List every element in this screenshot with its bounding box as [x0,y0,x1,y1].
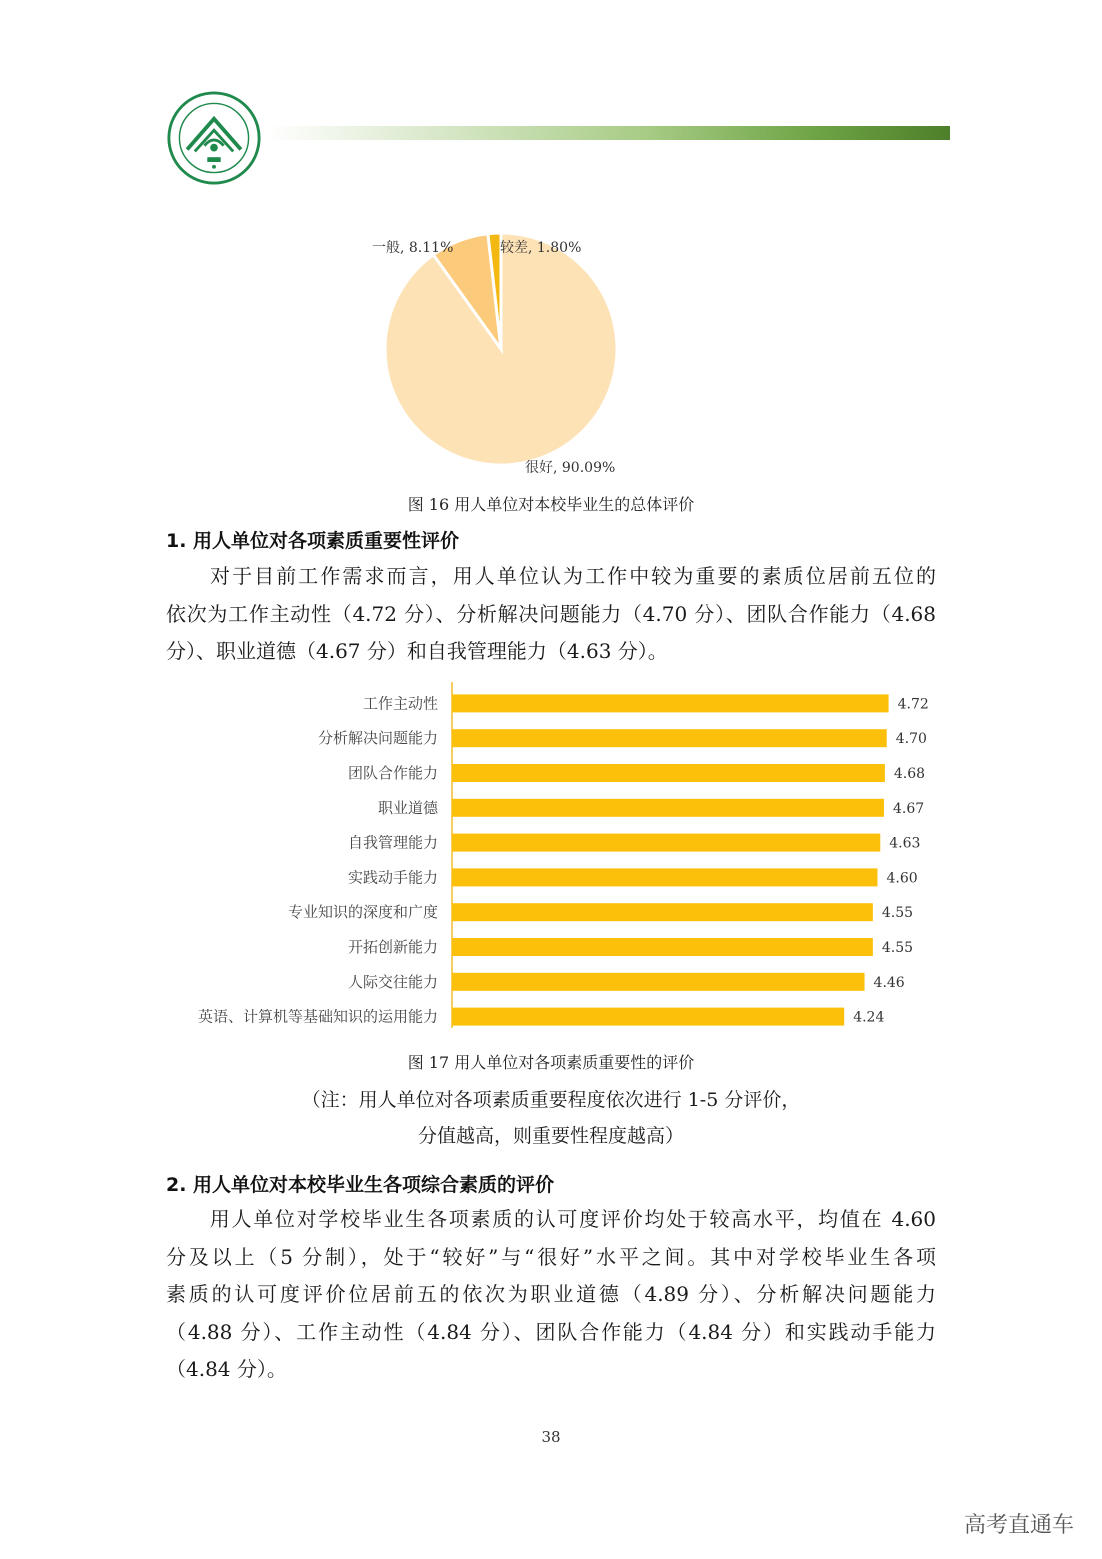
figure17-note-line2: 分值越高，则重要性程度越高） [417,1125,684,1147]
category-label-0: 工作主动性 [362,694,438,713]
paragraph-line: 用人单位对学校毕业生各项素质的认可度评价均处于较高水平，均值在 4.60 [208,1207,936,1231]
section1-heading: 1. 用人单位对各项素质重要性评价 [166,530,460,552]
pie-chart [340,225,670,480]
value-label-2: 4.68 [893,766,926,782]
paragraph-line: 对于目前工作需求而言，用人单位认为工作中较为重要的素质位居前五位的 [208,564,936,588]
bar-0 [452,694,889,712]
pie-label-poor: 较差, 1.80% [500,240,582,256]
category-label-3: 职业道德 [377,798,438,817]
pie-label-good: 很好, 90.09% [525,460,616,476]
paragraph-line: 分）、职业道德（4.67 分）和自我管理能力（4.63 分）。 [166,639,668,663]
value-label-5: 4.60 [886,870,918,887]
paragraph-line: 分及以上（5 分制），处于“较好”与“很好”水平之间。其中对学校毕业生各项 [166,1244,936,1269]
header-gradient-bar [268,126,950,140]
category-label-7: 开拓创新能力 [347,938,438,956]
category-label-8: 人际交往能力 [347,972,438,991]
paragraph-line: （4.84 分）。 [166,1357,287,1381]
category-label-4: 自我管理能力 [347,833,438,852]
section2-paragraph [166,1201,936,1389]
category-label-6: 专业知识的深度和广度 [287,903,438,922]
page-number: 38 [541,1428,561,1446]
watermark: 高考直通车 [963,1513,1074,1538]
paragraph-line: 素质的认可度评价位居前五的依次为职业道德（4.89 分）、分析解决问题能力 [166,1282,936,1306]
bar-6 [452,903,873,921]
pie-label-general: 一般, 8.11% [372,240,454,256]
value-label-8: 4.46 [873,974,905,991]
value-label-4: 4.63 [889,835,921,852]
value-label-7: 4.55 [881,940,914,956]
paragraph-line: （4.88 分）、工作主动性（4.84 分）、团队合作能力（4.84 分）和实践动手能力 [166,1319,936,1344]
section2-heading: 2. 用人单位对本校毕业生各项综合素质的评价 [166,1174,555,1196]
bar-4 [452,834,880,852]
category-label-2: 团队合作能力 [347,764,438,782]
figure16-caption: 图 16 用人单位对本校毕业生的总体评价 [407,495,695,514]
figure17-caption: 图 17 用人单位对各项素质重要性的评价 [407,1053,695,1072]
section1-paragraph [166,558,936,671]
value-label-3: 4.67 [892,800,925,817]
figure17-note-line1: （注：用人单位对各项素质重要程度依次进行 1-5 分评价， [301,1089,801,1111]
bar-9 [452,1008,844,1026]
university-logo-icon [166,90,262,186]
value-label-0: 4.72 [897,696,929,713]
bar-8 [452,973,865,991]
paragraph-line: 依次为工作主动性（4.72 分）、分析解决问题能力（4.70 分）、团队合作能力（4.68 [166,601,936,626]
value-label-9: 4.24 [853,1009,885,1026]
bar-3 [452,799,884,817]
bar-7 [452,938,873,956]
bar-2 [452,764,885,782]
bar-5 [452,868,878,886]
value-label-6: 4.55 [881,905,914,922]
value-label-1: 4.70 [895,731,927,748]
category-label-5: 实践动手能力 [347,868,438,887]
category-label-1: 分析解决问题能力 [317,729,438,748]
category-label-9: 英语、计算机等基础知识的运用能力 [197,1007,438,1026]
bar-1 [452,729,887,747]
bar-chart [160,682,940,1032]
